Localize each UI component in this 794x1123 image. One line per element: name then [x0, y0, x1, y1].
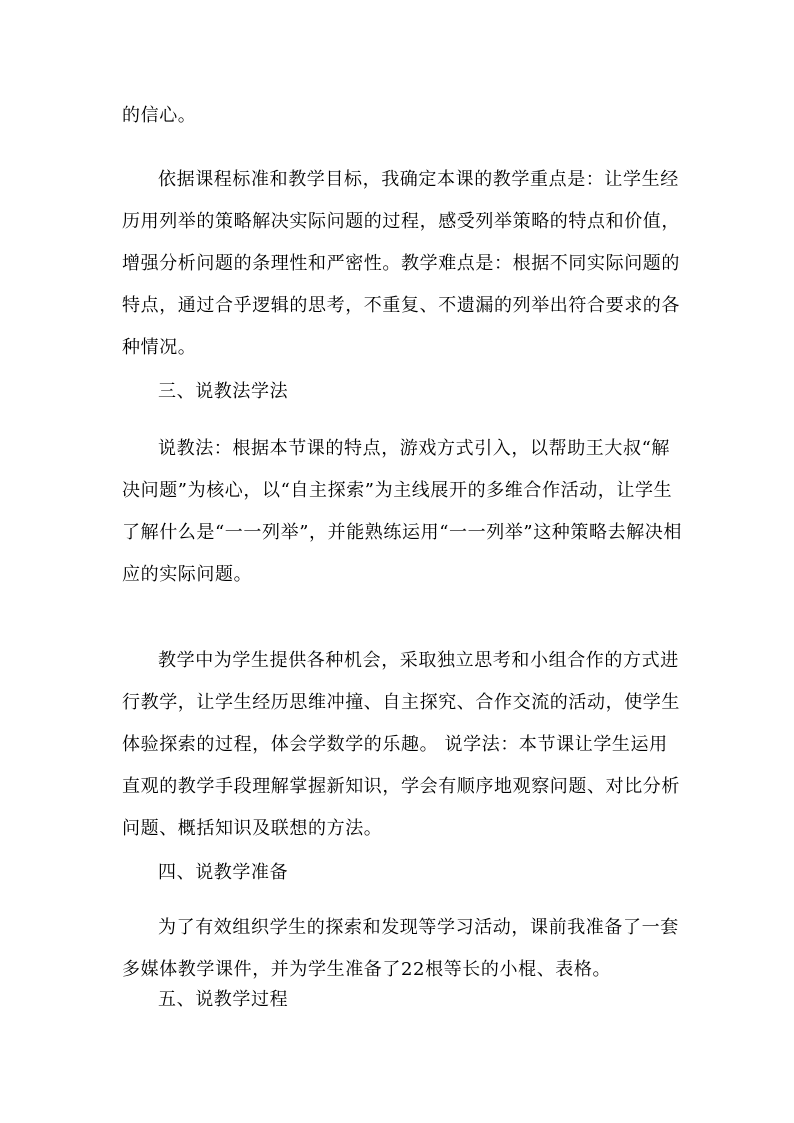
- paragraph-preparation: 为了有效组织学生的探索和发现等学习活动，课前我准备了一套多媒体教学课件，并为学生准备了22根等长的小棍、表格。: [122, 917, 679, 980]
- paragraph-teaching-method: 说教法：根据本节课的特点，游戏方式引入，以帮助王大叔“解决问题”为核心，以“自主探索”为主线展开的多维合作活动，让学生了解什么是“一一列举”，并能熟练运用“一一列举”这种策略去解决相应的实际问题。: [122, 438, 683, 585]
- paragraph-learning-method: 教学中为学生提供各种机会，采取独立思考和小组合作的方式进行教学，让学生经历思维冲撞、自主探究、合作交流的活动，使学生体验探索的过程，体会学数学的乐趣。 说学法：本节课让学生运用直观的教学手段理解掌握新知识，学会有顺序地观察问题、对比分析问题、概括知识及联想的方法。: [122, 650, 680, 839]
- section-heading-3: 三、说教法学法: [158, 381, 289, 402]
- section-heading-5: 五、说教学过程: [158, 989, 289, 1010]
- paragraph-continuation: 的信心。: [122, 105, 197, 126]
- paragraph-key-points: 依据课程标准和教学目标，我确定本课的教学重点是：让学生经历用列举的策略解决实际问题的过程，感受列举策略的特点和价值，增强分析问题的条理性和严密性。教学难点是：根据不同实际问题的特点，通过合乎逻辑的思考，不重复、不遗漏的列举出符合要求的各种情况。: [122, 169, 680, 358]
- section-heading-4: 四、说教学准备: [158, 862, 289, 883]
